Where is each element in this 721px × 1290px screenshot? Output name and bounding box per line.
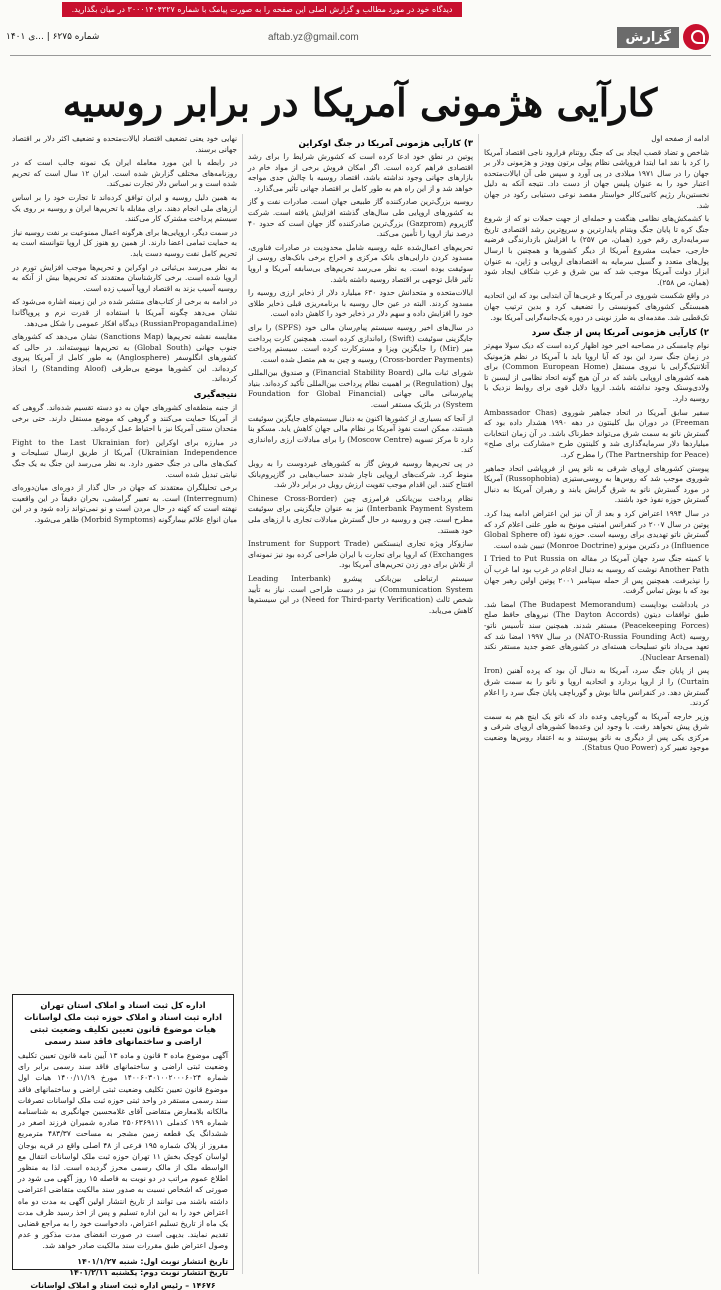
paragraph: شاخص و تضاد قصب ایجاد بی که جنگ روتنام فرارود ناجی اقتصاد آمریکا را کرد با نقد اما ایتدا فروپاشی نظام پولی برتون وودز و هژمونی دلار بر جهان را در سال ۱۹۷۱ میلادی در پی آورد و سپس طی آن ایالات‌متحده اعتبار خود را به عنوان پلیس جهان از دست داد. نتیجه آنکه به دلیل نخستین‌بار رژیم کاتبی‌کالر خواستار مقصد نوعی دستیابی رکود در جهان شد.: [484, 147, 709, 210]
column-divider: [478, 134, 479, 1274]
paragraph: در سمت دیگر، اروپایی‌ها برای هرگونه اعمال ممنوعیت بر نفت روسیه نیاز به حمایت تمامی اعضا دارند. از همین رو هنوز کل اروپا نتوانسته است به تحریم کامل نفت روسیه دست یابد.: [12, 227, 237, 258]
paragraph: در سال‌های اخیر روسیه سیستم پیام‌رسان مالی خود (SPFS) را برای جایگزینی سوئیفت (Swift) راه‌اندازی کرده است. همچنین کارت پرداخت میر (Mir) را جایگزین ویزا و مسترکارت کرده است. سیستم پرداخت (Cross-border Payments) روسیه و چین به هم متصل شده است.: [248, 322, 474, 364]
paragraph: سفیر سابق آمریکا در اتحاد جماهیر شوروی (Ambassador Chas Freeman) در دوران بیل کلینتون در دهه ۱۹۹۰ هشدار داده بود که گسترش ناتو به سمت شرق می‌تواند خطرناک باشد. در آن زمان انتخابات میلیاردها دلار سرمایه‌گذاری شد و کلینتون طرح «مشارکت برای صلح» (The Partnership for Peace) را مطرح کرد.: [484, 407, 709, 460]
paragraph: پوتین در نطق خود ادعا کرده است که کشورش شرایط را برای رشد اقتصادی فراهم کرده است. اگر امکان فروش برخی از مواد خام در بازارهای جهانی وجود نداشته باشد، اقتصاد روسیه با چالش جدی مواجه خواهد شد و از این راه هم به طور کامل بر اقتصاد جهانی تأثیر می‌گذارد.: [248, 152, 473, 193]
notice-date-second: تاریخ انتشار نوبت دوم: یکشنبه ۱۴۰۱/۲/۱۱: [69, 1267, 228, 1277]
article-headline: کارآیی هژمونی آمریکا در برابر روسیه: [62, 80, 658, 125]
column-divider: [242, 134, 243, 1274]
paragraph: مقایسه نقشه تحریم‌ها (Sanctions Map) نشان می‌دهد که کشورهای جنوب جهانی (Global South) به تحریم‌ها نپیوسته‌اند. در حالی که کشورهای انگلوسفر (Anglosphere) به طور کامل از آمریکا پیروی کرده‌اند. این کشورها موضع بی‌طرفی (Standing Aloof) را اتخاذ کرده‌اند.: [12, 332, 237, 384]
section-subhead: ۲) کارآیی هژمونی آمریکا پس از جنگ سرد: [531, 328, 709, 339]
header-divider: [10, 55, 711, 56]
notice-title: اداره کل ثبت اسناد و املاک استان تهران اداره ثبت اسناد و املاک حوزه ثبت ملک لواسانات هیات موضوع قانون تعیین تکلیف وضعیت ثبتی اراضی و ساختمانهای فاقد سند رسمی: [24, 1000, 222, 1046]
paragraph: نظام پرداخت بین‌بانکی فرامرزی چین (Chinese Cross-Border Interbank Payment System) نیز به عنوان جایگزینی برای سوئیفت مطرح است. چین و روسیه در حال گسترش مبادلات تجاری با ارزهای ملی خود هستند.: [248, 493, 473, 535]
notice-date-first: تاریخ انتشار نوبت اول: شنبه ۱۴۰۱/۱/۲۷: [77, 1256, 228, 1266]
paragraph: به همین دلیل روسیه و ایران توافق کرده‌اند تا تجارت خود را بر اساس ارزهای ملی انجام دهند. برای مقابله با تحریم‌ها ایران و روسیه بر روی یک سیستم پرداخت مشترک کار می‌کنند.: [12, 192, 237, 224]
paragraph: با کشمکش‌های نظامی هنگفت و حمله‌ای از جهت حملات نو که از شروع جنگ کره تا پایان جنگ ویتنام پایدارترین و سریع‌ترین رشد اقتصادی تاریخ سرمایه‌داری رقم خورد (همان، ص ۲۵۷) با افزایش بازدارندگی فرضیه خارجی، حمایت مشروع آمریکا از دیگر کشورها و همچنین با ارسال پول‌های متعدد و گسیل سرمایه به اقتصادهای اروپایی و ژاپن، به عنوان ابزار دولت آمریکا موجب شد که بین شرق و غرب شکاف ایجاد شود (همان، ص ۲۵۸).: [484, 214, 709, 287]
article-body: [12, 134, 710, 1290]
paragraph: روسیه بزرگ‌ترین صادرکننده گاز طبیعی جهان است. صادرات نفت و گاز به کشورهای اروپایی طی سال‌های گذشته افزایش یافته است. شرکت گازپروم (Gazprom) بزرگ‌ترین صادرکننده گاز جهان است که حدود ۴۰ درصد نیاز اروپا را تأمین می‌کند.: [248, 197, 473, 239]
article-column-middle: [248, 134, 473, 1274]
continued-note: ادامه از صفحه اول: [651, 134, 709, 143]
sms-banner: دیدگاه خود در مورد مطالب و گزارش اصلی این صفحه را به صورت پیامک با شماره ۳۰۰۰۱۴۰۴۳۲۷ در میان بگذارید.: [62, 2, 462, 17]
paragraph: برخی تحلیلگران معتقدند که جهان در حال گذار از دوره‌ای میان‌دوره‌ای (Interregnum) است. به تعبیر گرامشی، بحران دقیقاً در این واقعیت نهفته است که کهنه در حال مردن است و نو نمی‌تواند زاده شود و در این میان انواع علائم بیمارگونه (Morbid Symptoms) ظاهر می‌شود.: [12, 483, 237, 524]
paragraph: شورای ثبات مالی (Financial Stability Board) و صندوق بین‌المللی پول (Regulation) بر اهمیت نظام پرداخت بین‌المللی تأکید کرده‌اند. بنیاد پیام‌رسانی مالی جهانی (Foundation for Global Financial System) در بلژیک مستقر است.: [248, 368, 474, 410]
article-column-left: [12, 134, 237, 1290]
section-subhead: نتیجه‌گیری: [193, 390, 237, 401]
paragraph: پیوستن کشورهای اروپای شرقی به ناتو پس از فروپاشی اتحاد جماهیر شوروی موجب شد که روس‌ها به روسی‌ستیزی (Russophobia) آمریکا در مورد گسترش ناتو به شرق گرایش یابند و رهبران آمریکا به دنبال گسترش حوزه نفوذ خود باشند.: [484, 463, 709, 505]
paragraph: پس از پایان جنگ سرد، آمریکا به دنبال آن بود که پرده آهنین (Iron Curtain) را از اروپا بردارد و اتحادیه اروپا و ناتو را به سمت شرق گسترش دهد. در کنفرانس مالتا بوش و گورباچف پایان جنگ سرد را اعلام کردند.: [484, 666, 709, 708]
paragraph: به نظر می‌رسد بی‌ثباتی در اوکراین و تحریم‌ها موجب افزایش تورم در اروپا شده است. برخی کارشناسان معتقدند که تحریم‌ها بیش از آنکه به روسیه آسیب بزند به اقتصاد اروپا آسیب زده است.: [12, 262, 237, 293]
registry-notice-box: [12, 994, 234, 1290]
notice-signature: ۱۴۶۷۶ – رئیس اداره ثبت اسناد و املاک لواسانات: [30, 1280, 216, 1290]
paragraph: در ادامه به برخی از کتاب‌های منتشر شده در این زمینه اشاره می‌شود که نشان می‌دهد چگونه آمریکا با استفاده از قدرت نرم و پروپاگاندا (RussianPropagandaLine) دیدگاه افکار عمومی را شکل می‌دهد.: [12, 297, 237, 328]
issue-info: شماره ۶۲۷۵ | ...ی ۱۴۰۱: [6, 32, 100, 42]
notice-body: آگهی موضوع ماده ۳ قانون و ماده ۱۳ آیین نامه قانون تعیین تکلیف وضعیت ثبتی اراضی و ساختمانهای فاقد سند رسمی برابر رای شماره ۱۴۰۰۶۰۳۰۱۰۰۲۰۰۰۶۰۲۴ مورخ ۱۴۰۰/۱۱/۱۹ هیات اول موضوع قانون تعیین تکلیف وضعیت ثبتی اراضی و ساختمانهای فاقد سند رسمی مستقر در واحد ثبتی حوزه ثبت ملک لواسانات تصرفات مالکانه بلامعارض متقاضی آقای غلامحسین جهانگیری به شناسنامه شماره ۱۹۹ کدملی ۲۵۰۶۳۶۹۱۱۱ صادره شمیران فرزند اصغر در ششدانگ یک قطعه زمین مشجر به مساحت ۴۸۳/۳۷ مترمربع مفروز از پلاک شماره ۱۹۵ فرعی از ۴۸ اصلی واقع در قریه بوجان لواسان کوچک بخش ۱۱ تهران حوزه ثبت ملک لواسانات انتقال مع الواسطه ملک از مالک رسمی محرز گردیده است. لذا به منظور اطلاع عموم مراتب در دو نوبت به فاصله ۱۵ روز آگهی می شود در صورتی که اشخاص نسبت به صدور سند مالکیت متقاضی اعتراضی داشته باشند می توانند از تاریخ انتشار اولین آگهی به مدت دو ماه اعتراض خود را به این اداره تسلیم و پس از اخذ رسید ظرف مدت یک ماه از تاریخ تسلیم اعتراض، دادخواست خود را به مراجع قضایی تقدیم نمایند. بدیهی است در صورت انقضای مدت مذکور و عدم وصول اعتراض طبق مقررات سند مالکیت صادر خواهد شد.: [18, 1051, 229, 1251]
paragraph: از آنجا که بسیاری از کشورها اکنون به دنبال سیستم‌های جایگزین سوئیفت هستند، ممکن است نفوذ آمریکا بر نظام مالی جهان کاهش یابد. مسکو بنا دارد تا مرکز تسویه (Moscow Centre) را برای مبادلات ارزی راه‌اندازی کند.: [248, 413, 474, 455]
paragraph: در رابطه با این مورد معامله ایران یک نمونه جالب است که در روزنامه‌های مختلف گزارش شده است. ایران ۱۲ سال است که تحریم شده است و بر اساس دلار تجارت نمی‌کند.: [12, 158, 237, 189]
paragraph: نوام چامسکی در مصاحبه اخیر خود اظهار کرده است که دیک سولا مهم‌تر در زمان جنگ سرد این بود که آیا اروپا باید با آمریکا در نظم هژمونیک آتلانتیک‌گرایی یا نیروی مستقل (Common European Home) برای همه کشورهای اروپایی باشد که در آن هیچ گونه اتحاد نظامی از لیسبن تا ولادی‌وستک وجود نداشته باشد. اروپا دلایل قوی برای روابط نزدیک با روسیه دارد.: [484, 341, 709, 404]
page-header: [0, 24, 721, 54]
paragraph: سازوکار ویژه تجاری اینستکس (Instrument for Support Trade Exchanges) که اروپا برای تجارت با ایران طراحی کرده بود نیز نمونه‌ای از تلاش برای دور زدن تحریم‌های آمریکا بود.: [248, 539, 473, 570]
article-column-right: [484, 134, 709, 1274]
header-email[interactable]: aftab.yz@gmail.com: [268, 32, 359, 43]
paragraph: وزیر خارجه آمریکا به گورباچف وعده داد که ناتو یک اینچ هم به سمت شرق پیش نخواهد رفت. با وجود این وعده‌ها کشورهای اروپای شرقی و مرکزی یکی پس از دیگری به ناتو پیوستند و به اعتقاد روس‌ها وضعیت موجود تغییر کرد (Status Quo Power).: [484, 711, 709, 753]
newspaper-logo-icon: [683, 24, 709, 50]
paragraph: در یادداشت بوداپست (The Budapest Memorandum) امضا شد. طبق توافقات دیتون (The Dayton Accords) نیروهای حافظ صلح (Peacekeeping Forces) مستقر شدند. همچنین سند تأسیس ناتو-روسیه (NATO-Russia Founding Act) در سال ۱۹۹۷ امضا شد که تعهد می‌داد ناتو تسلیحات هسته‌ای در کشورهای عضو جدید مستقر نکند (Nuclear Arsenal).: [484, 599, 709, 662]
paragraph: در پی تحریم‌ها روسیه فروش گاز به کشورهای غیردوست را به روبل منوط کرد. شرکت‌های اروپایی ناچار شدند حساب‌هایی در گازپروم‌بانک افتتاح کنند. این اقدام موجب تقویت ارزش روبل در برابر دلار شد.: [248, 459, 473, 490]
paragraph: با کمیته جنگ سرد جهان آمریکا در مقاله I Tried to Put Russia on Another Path نوشت که روسیه به دنبال ادغام در غرب بود اما غرب آن را نپذیرفت. همچنین پس از حمله سپتامبر ۲۰۰۱ پوتین اولین رهبر جهان بود که با بوش تماس گرفت.: [484, 554, 710, 596]
section-subhead: ۳) کارآیی هژمونی آمریکا در جنگ اوکراین: [298, 139, 473, 149]
paragraph: ایالات‌متحده و متحدانش حدود ۶۳۰ میلیارد دلار از ذخایر ارزی روسیه را مسدود کردند. البته در عین حال روسیه با برنامه‌ریزی قبلی ذخایر طلای خود را افزایش داده و سهم دلار در ذخایر خود را کاهش داده است.: [248, 288, 473, 319]
paragraph: تحریم‌های اعمال‌شده علیه روسیه شامل محدودیت در صادرات فناوری، مسدود کردن دارایی‌های بانک مرکزی و اخراج برخی بانک‌های روسی از سوئیفت بوده است. به نظر می‌رسد تحریم‌های بی‌سابقه آمریکا و اروپا تأثیر قابل توجهی بر اقتصاد روسیه داشته باشد.: [248, 242, 473, 284]
paragraph: از جنبه منطقه‌ای کشورهای جهان به دو دسته تقسیم شده‌اند. گروهی که از آمریکا حمایت می‌کنند و گروهی که موضع مستقل دارند. حتی برخی متحدان سنتی آمریکا نیز با احتیاط عمل کرده‌اند.: [12, 403, 237, 434]
paragraph: در سال ۱۹۹۴ اعتراض کرد و بعد از آن نیز این اعتراض ادامه پیدا کرد. پوتین در سال ۲۰۰۷ در کنفرانس امنیتی مونیخ به طور علنی اعلام کرد که گسترش ناتو تهدیدی برای روسیه است. حوزه نفوذ (Global Sphere of Influence) در دکترین مونرو (Monroe Doctrine) تبیین شده است.: [484, 509, 710, 550]
section-label: گزارش: [617, 27, 679, 48]
section-logo: [559, 24, 709, 52]
paragraph: در واقع شکست شوروی در آمریکا و غربی‌ها آن ابتدایی بود که این اتحادیه همبستگی کشورهای کمونیستی را تضعیف کرد و بدین ترتیب جهان تک‌قطبی شد. مقدمه‌ای به طرز نوینی در دوره یک‌جانبه‌گرایی آمریکا بود.: [484, 291, 709, 322]
paragraph: در مبارزه برای اوکراین (Fight to the Last Ukrainian for Ukrainian Independence) آمریکا از طریق ارسال تسلیحات و کمک‌های مالی در جنگ حضور دارد. به نظر می‌رسد این جنگ به یک جنگ نیابتی تبدیل شده است.: [12, 437, 237, 479]
paragraph: سیستم ارتباطی بین‌بانکی پیشرو (Leading Interbank Communication System) نیز در دست طراحی است. نیاز به تأیید شخص ثالث (Need for Third-party Verification) در این سیستم‌ها کاهش می‌یابد.: [248, 573, 474, 615]
paragraph: نهایی خود یعنی تضعیف اقتصاد ایالات‌متحده و تضعیف اکثر دلار بر اقتصاد جهانی برسند.: [12, 134, 237, 154]
